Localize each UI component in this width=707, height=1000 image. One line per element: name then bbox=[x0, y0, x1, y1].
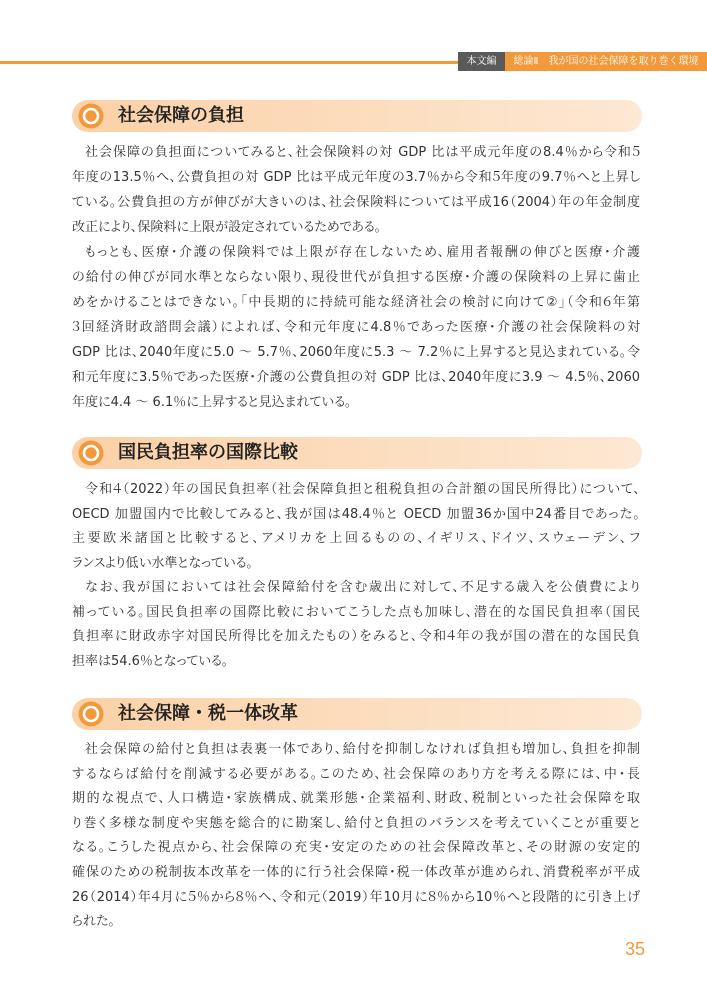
paragraph-line: 期的な視点で、人口構造・家族構成、就業形態・企業福利、財政、税制といった社会保障を取 bbox=[72, 791, 640, 807]
section-1-title: 社会保障の負担 bbox=[118, 105, 244, 126]
paragraph-line: 和元年度に3.5％であった医療・介護の公費負担の対 GDP 比は、2040年度に3.9 ～ 4.5％、2060 bbox=[72, 370, 640, 385]
paragraph-line: 年度の13.5％へ、公費負担の対 GDP 比は平成元年度の3.7％から令和５年度の9.7％へと上昇し bbox=[72, 170, 640, 185]
paragraph-line: ランスより低い水準となっている。 bbox=[72, 555, 253, 571]
paragraph-line: られた。 bbox=[72, 914, 116, 930]
paragraph-line: り巻く多様な制度や実態を総合的に勘案し、給付と負担のバランスを考えていくことが重要と bbox=[72, 815, 640, 831]
paragraph-line: GDP 比は、2040年度に5.0 ～ 5.7％、2060年度に5.3 ～ 7.2％に上昇すると見込まれている。令 bbox=[72, 345, 640, 360]
header-tab-main: 本文編 bbox=[458, 52, 505, 71]
section-3-heading bbox=[72, 698, 642, 730]
page-number: 35 bbox=[624, 939, 645, 959]
circle-bullet-icon bbox=[77, 102, 105, 130]
paragraph-line: するならば給付を削減する必要がある。このため、社会保障のあり方を考える際には、中・長 bbox=[72, 766, 640, 782]
section-1-heading bbox=[72, 100, 642, 132]
circle-bullet-icon bbox=[77, 700, 105, 728]
header-rule bbox=[0, 61, 460, 64]
section-3-title: 社会保障・税一体改革 bbox=[118, 703, 298, 724]
paragraph-line: 主要欧米諸国と比較すると、アメリカを上回るものの、イギリス、ドイツ、スウェーデン、フ bbox=[72, 531, 640, 546]
paragraph-line: 担率は54.6％となっている。 bbox=[72, 653, 229, 669]
paragraph-line: 改正により、保険料に上限が設定されているためである。 bbox=[72, 220, 382, 235]
paragraph-line: の給付の伸びが同水準とならない限り、現役世代が負担する医療・介護の保険料の上昇に歯止 bbox=[72, 270, 640, 285]
paragraph-line: めをかけることはできない。「中長期的に持続可能な経済社会の検討に向けて②」（令和６年第 bbox=[72, 295, 640, 310]
circle-bullet-icon bbox=[77, 439, 105, 467]
paragraph-line: もっとも、医療・介護の保険料では上限が存在しないため、雇用者報酬の伸びと医療・介護 bbox=[85, 245, 640, 260]
paragraph-line: 確保のための税制抜本改革を一体的に行う社会保障・税一体改革が進められ、消費税率が平成 bbox=[72, 864, 640, 880]
paragraph-line: ている。公費負担の方が伸びが大きいのは、社会保険料については平成16（2004）年の年金制度 bbox=[72, 195, 640, 210]
paragraph-line: 年度に4.4 ～ 6.1％に上昇すると見込まれている。 bbox=[72, 395, 352, 410]
paragraph-line: 26（2014）年４月に５％から８％へ、令和元（2019）年10月に８％から10％へと段階的に引き上げ bbox=[72, 889, 640, 905]
paragraph-line: 負担率に財政赤字対国民所得比を加えたもの）をみると、令和４年の我が国の潜在的な国民負 bbox=[72, 629, 640, 644]
section-1-body bbox=[72, 140, 640, 415]
section-2-title: 国民負担率の国際比較 bbox=[118, 442, 298, 463]
section-2-heading bbox=[72, 437, 642, 469]
header-tab-section: 総論Ⅱ 我が国の社会保障を取り巻く環境 bbox=[505, 52, 707, 71]
paragraph-line: なる。こうした視点から、社会保障の充実・安定のための社会保障改革と、その財源の安定的 bbox=[72, 840, 640, 856]
paragraph-line: ３回経済財政諮問会議）によれば、令和元年度に4.8％であった医療・介護の社会保険料の対 bbox=[72, 320, 640, 335]
paragraph-line: 社会保障の給付と負担は表裏一体であり、給付を抑制しなければ負担も増加し、負担を抑制 bbox=[85, 742, 640, 757]
paragraph-line: なお、我が国においては社会保障給付を含む歳出に対して、不足する歳入を公債費により bbox=[85, 580, 640, 595]
paragraph-line: 社会保障の負担面についてみると、社会保険料の対 GDP 比は平成元年度の8.4％から令和５ bbox=[85, 145, 640, 160]
paragraph-line: 令和４（2022）年の国民負担率（社会保障負担と租税負担の合計額の国民所得比）について、 bbox=[85, 482, 640, 497]
paragraph-line: 補っている。国民負担率の国際比較においてこうした点も加味し、潜在的な国民負担率（国民 bbox=[72, 604, 640, 620]
paragraph-line: OECD 加盟国内で比較してみると、我が国は48.4％と OECD 加盟36か国中24番目であった。 bbox=[72, 506, 640, 522]
section-3-body bbox=[72, 738, 640, 935]
section-2-body bbox=[72, 478, 640, 674]
